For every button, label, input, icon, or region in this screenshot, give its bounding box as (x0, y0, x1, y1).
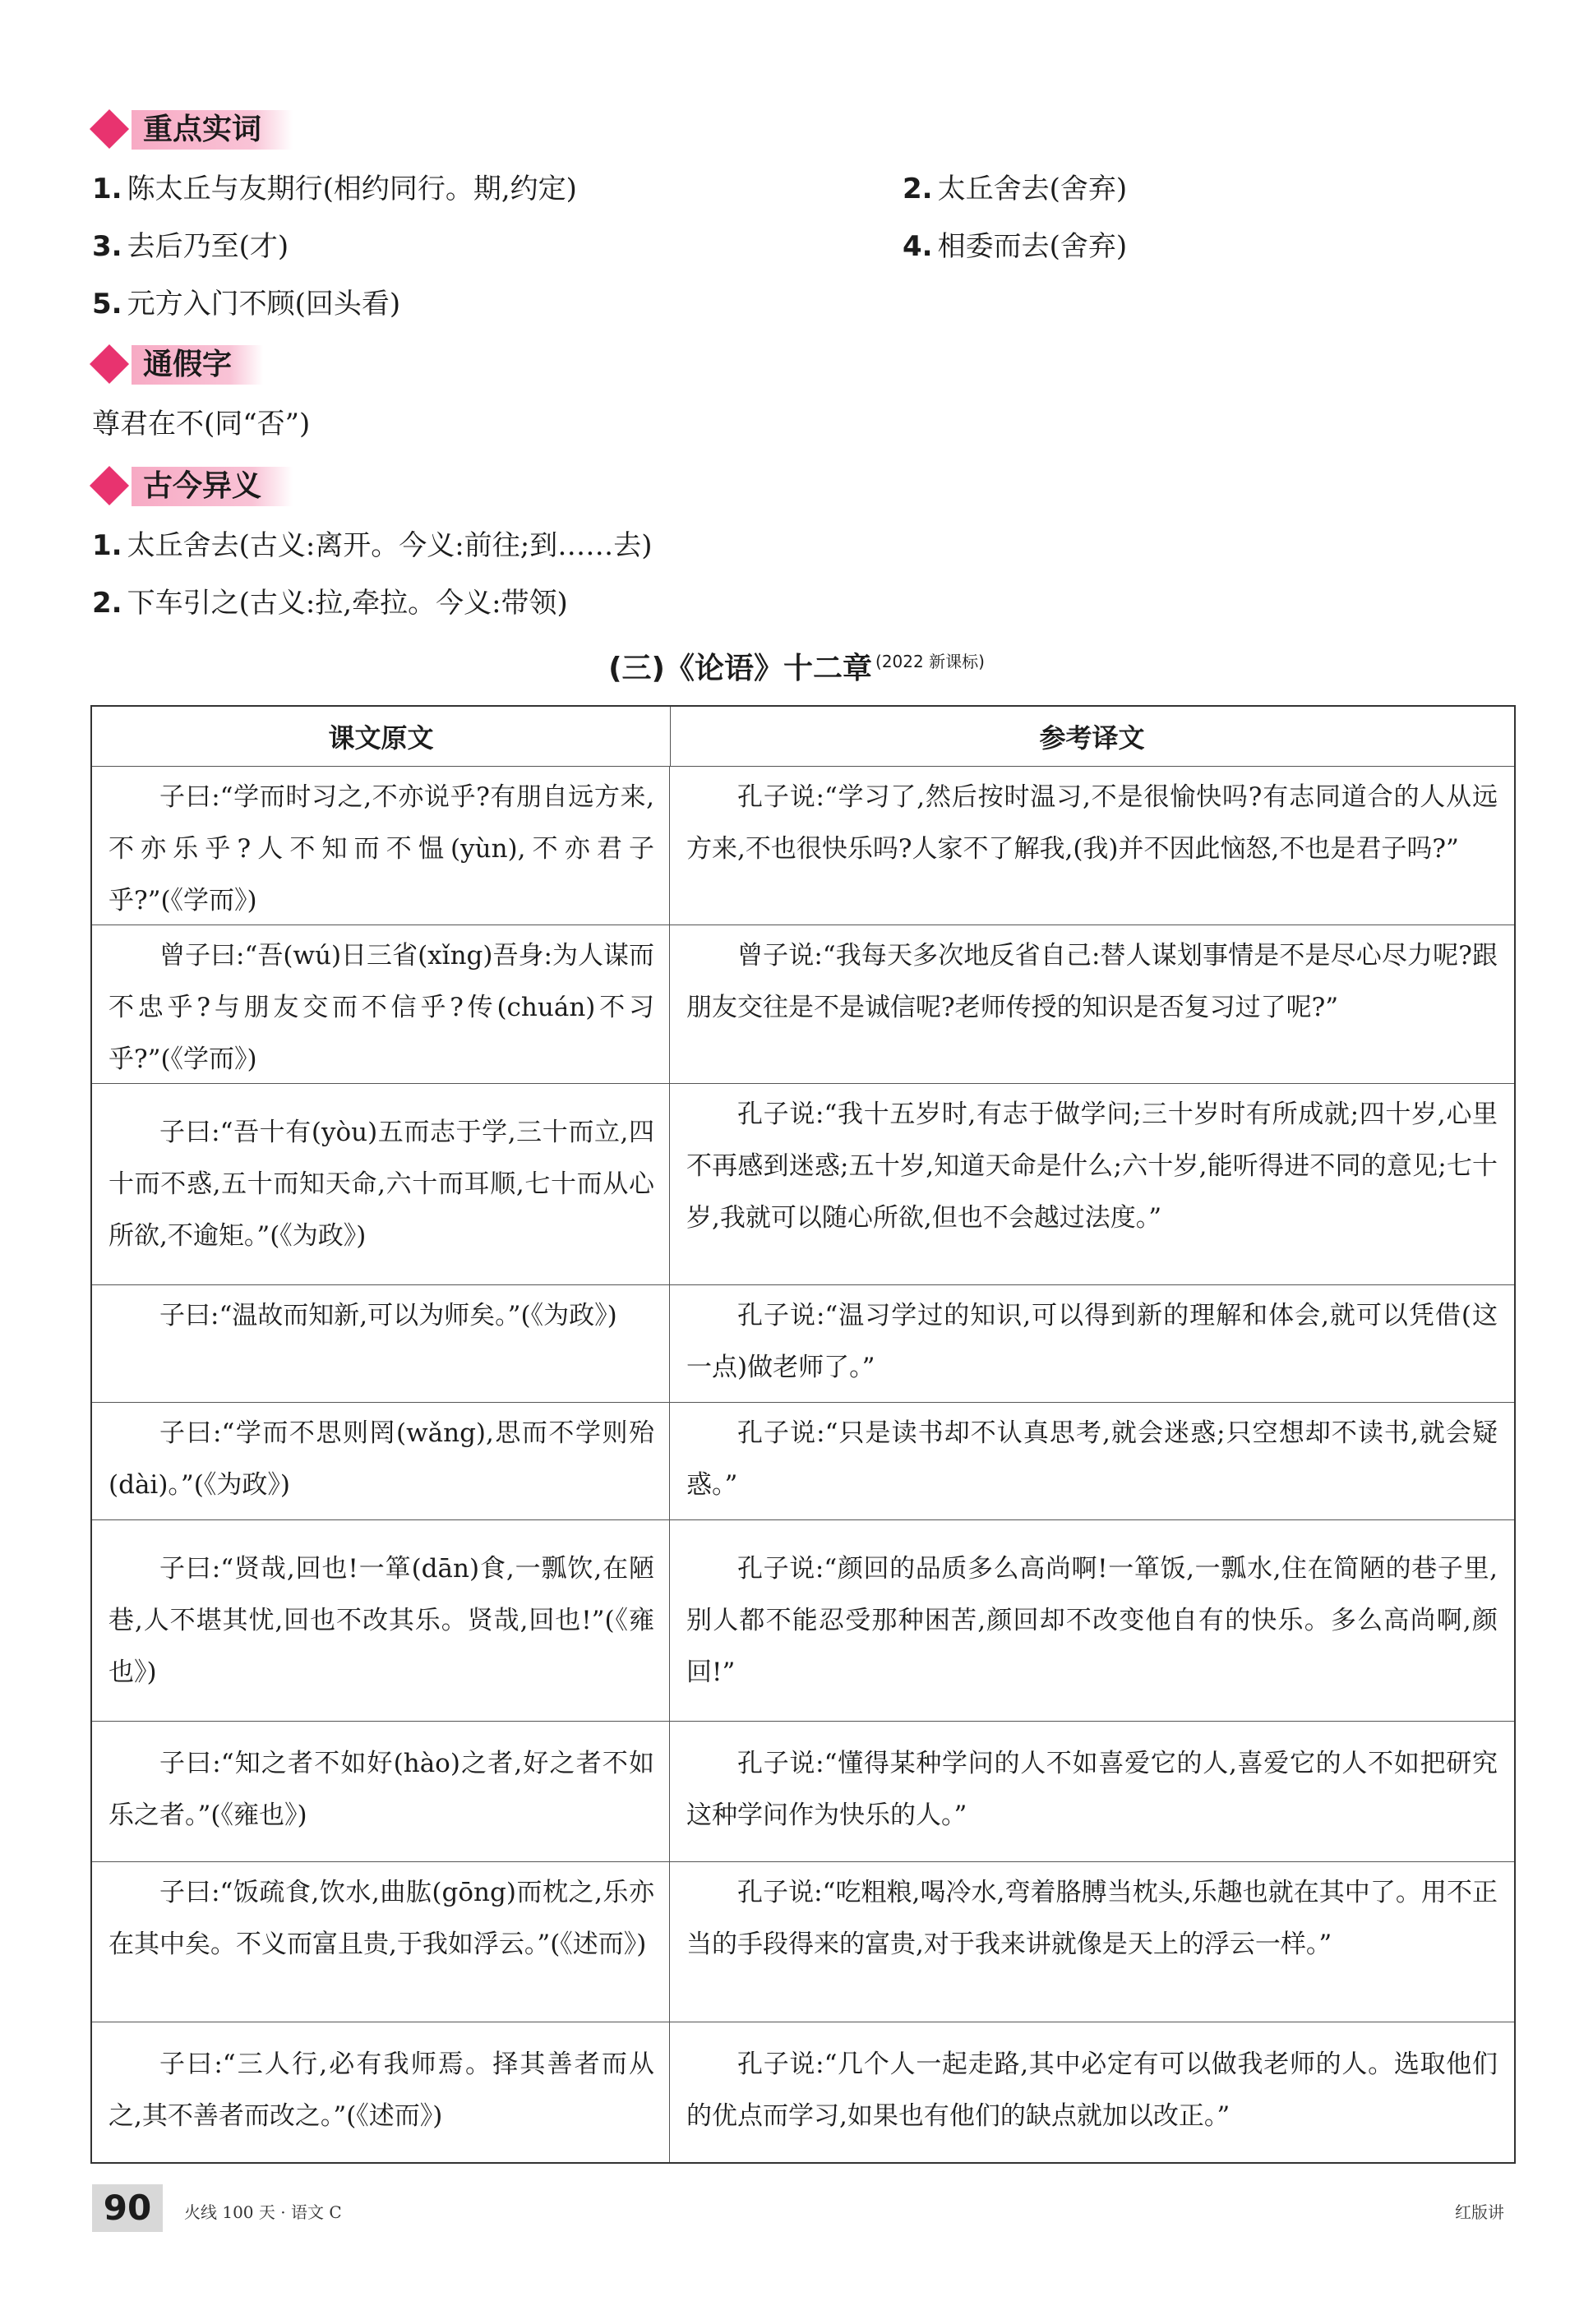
table-row (92, 2022, 1514, 2162)
translation-cell: 孔子说:“颜回的品质多么高尚啊!一箪饭,一瓢水,住在简陋的巷子里,别人都不能忍受那种困苦,颜回却不改变他自有的快乐。多么高尚啊,颜回!” (686, 1554, 1498, 1687)
translation-cell: 孔子说:“我十五岁时,有志于做学问;三十岁时有所成就;四十岁,心里不再感到迷惑;五十岁,知道天命是什么;六十岁,能听得进不同的意见;七十岁,我就可以随心所欲,但也不会越过法度。” (686, 1100, 1498, 1233)
gujin-item-2: 2. 下车引之(古义:拉,牵拉。今义:带领) (92, 587, 568, 620)
original-cell: 曾子曰:“吾(wú)日三省(xǐng)吾身:为人谋而不忠乎?与朋友交而不信乎?传(chuán)不习乎?”(《学而》) (92, 925, 670, 1083)
column-header-translation: 参考译文 (1039, 722, 1145, 754)
original-cell: 子曰:“学而时习之,不亦说乎?有朋自远方来,不亦乐乎?人不知而不愠(yùn),不亦君子乎?”(《学而》) (92, 767, 670, 925)
original-cell: 子曰:“温故而知新,可以为师矣。”(《为政》) (92, 1285, 670, 1402)
edition-label: 红版讲 (1455, 2202, 1504, 2222)
table-row (92, 1861, 1514, 2022)
table-row (92, 1721, 1514, 1861)
table-row (92, 766, 1514, 925)
translation-cell: 孔子说:“学习了,然后按时温习,不是很愉快吗?有志同道合的人从远方来,不也很快乐吗?人家不了解我,(我)并不因此恼怒,不也是君子吗?” (686, 782, 1498, 864)
table-header-row (92, 707, 1514, 766)
original-cell: 子曰:“饭疏食,饮水,曲肱(gōng)而枕之,乐亦在其中矣。不义而富且贵,于我如浮云。”(《述而》) (92, 1862, 670, 2022)
table-row (92, 1284, 1514, 1402)
section-title: 古今异义 (132, 467, 293, 506)
table-row (92, 925, 1514, 1083)
gujin-item-1: 1. 太丘舍去(古义:离开。今义:前往;到……去) (92, 529, 653, 562)
page-number: 90 (92, 2184, 163, 2232)
translation-cell: 孔子说:“懂得某种学问的人不如喜爱它的人,喜爱它的人不如把研究这种学问作为快乐的人。” (686, 1749, 1498, 1830)
diamond-icon (90, 344, 129, 384)
shici-item-2: 2. 太丘舍去(舍弃) (903, 173, 1128, 205)
original-cell: 子曰:“学而不思则罔(wǎng),思而不学则殆(dài)。”(《为政》) (92, 1403, 670, 1519)
lunyu-table (90, 705, 1516, 2164)
section-title: 通假字 (132, 345, 263, 385)
translation-cell: 孔子说:“几个人一起走路,其中必定有可以做我老师的人。选取他们的优点而学习,如果也有他们的缺点就加以改正。” (686, 2050, 1498, 2131)
lunyu-heading (0, 641, 1593, 689)
shici-item-5: 5. 元方入门不顾(回头看) (92, 288, 401, 320)
translation-cell: 孔子说:“温习学过的知识,可以得到新的理解和体会,就可以凭借(这一点)做老师了。” (686, 1301, 1498, 1382)
original-cell: 子曰:“知之者不如好(hào)之者,好之者不如乐之者。”(《雍也》) (92, 1722, 670, 1861)
shici-item-1: 1. 陈太丘与友期行(相约同行。期,约定) (92, 173, 577, 205)
book-title: 火线 100 天 · 语文 C (184, 2202, 342, 2222)
translation-cell: 曾子说:“我每天多次地反省自己:替人谋划事情是不是尽心尽力呢?跟朋友交往是不是诚信呢?老师传授的知识是否复习过了呢?” (686, 941, 1498, 1022)
column-header-original: 课文原文 (92, 707, 671, 766)
shici-item-3: 3. 去后乃至(才) (92, 230, 289, 263)
section-title: 重点实词 (132, 110, 293, 150)
diamond-icon (90, 466, 129, 505)
tongjia-item-1: 尊君在不(同“否”) (92, 408, 311, 440)
original-cell: 子曰:“三人行,必有我师焉。择其善者而从之,其不善者而改之。”(《述而》) (92, 2022, 670, 2162)
translation-cell: 孔子说:“吃粗粮,喝冷水,弯着胳膊当枕头,乐趣也就在其中了。用不正当的手段得来的富贵,对于我来讲就像是天上的浮云一样。” (686, 1878, 1498, 1959)
table-row (92, 1083, 1514, 1284)
diamond-icon (90, 109, 129, 149)
original-cell: 子曰:“贤哉,回也!一箪(dān)食,一瓢饮,在陋巷,人不堪其忧,回也不改其乐。贤哉,回也!”(《雍也》) (92, 1520, 670, 1721)
translation-cell: 孔子说:“只是读书却不认真思考,就会迷惑;只空想却不读书,就会疑惑。” (686, 1418, 1498, 1500)
shici-item-4: 4. 相委而去(舍弃) (903, 230, 1128, 263)
curriculum-badge: (2022 新课标) (875, 652, 985, 671)
table-row (92, 1519, 1514, 1721)
table-row (92, 1402, 1514, 1519)
original-cell: 子曰:“吾十有(yòu)五而志于学,三十而立,四十而不惑,五十而知天命,六十而耳顺,七十而从心所欲,不逾矩。”(《为政》) (92, 1084, 670, 1284)
heading-text: (三)《论语》十二章 (608, 652, 873, 685)
